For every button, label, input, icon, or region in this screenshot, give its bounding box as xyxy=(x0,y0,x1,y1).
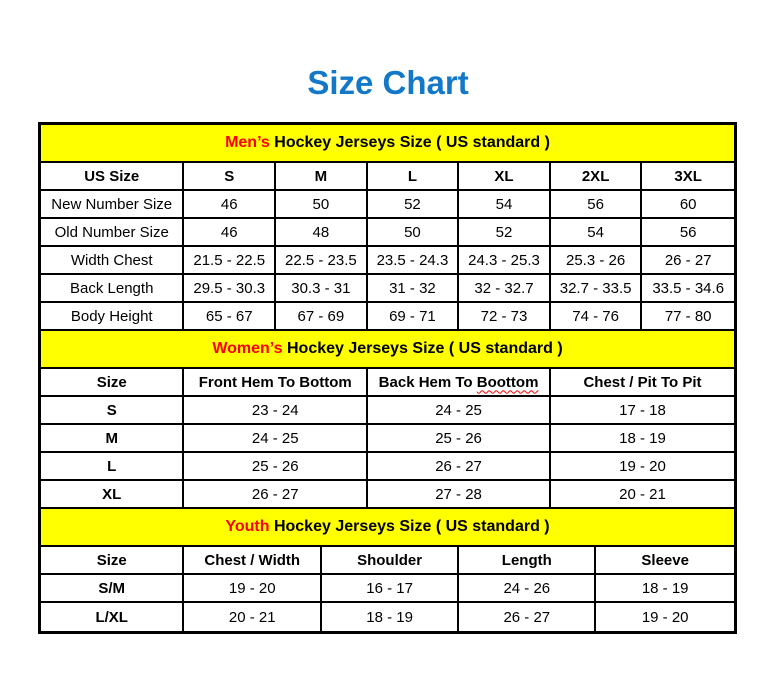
table-cell: 20 - 21 xyxy=(184,603,322,631)
table-cell: 18 - 19 xyxy=(641,579,689,597)
row-label: M xyxy=(41,425,184,451)
header-cell: Length xyxy=(459,547,596,573)
table-row xyxy=(41,453,734,481)
table-cell: 32 - 32.7 xyxy=(459,275,551,301)
table-row xyxy=(41,275,734,303)
table-row xyxy=(41,575,734,603)
table-row xyxy=(41,425,734,453)
header-cell: Size xyxy=(41,547,184,573)
section-band-highlight: Women’s xyxy=(212,340,283,357)
header-cell: Chest / Pit To Pit xyxy=(583,373,702,391)
table-cell: 24 - 25 xyxy=(184,425,368,451)
section-band-rest: Hockey Jerseys Size ( US standard ) xyxy=(282,340,563,357)
header-cell: US Size xyxy=(41,163,184,189)
table-cell: 24 - 26 xyxy=(459,575,596,601)
table-row xyxy=(41,219,734,247)
table-cell: 26 - 27 xyxy=(664,251,712,269)
row-label: Body Height xyxy=(41,303,184,329)
header-cell: Size xyxy=(41,369,184,395)
header-cell-text: Back Hem To xyxy=(378,373,477,391)
table-cell: 69 - 71 xyxy=(368,303,460,329)
header-cell xyxy=(368,369,551,395)
table-cell: 19 - 20 xyxy=(641,608,689,626)
section-band-mens xyxy=(41,125,734,163)
section-band-youth xyxy=(41,509,734,547)
table-cell: 29.5 - 30.3 xyxy=(184,275,276,301)
table-cell: 50 xyxy=(368,219,460,245)
table-cell: 74 - 76 xyxy=(551,303,643,329)
row-label: Back Length xyxy=(41,275,184,301)
row-label: Old Number Size xyxy=(41,219,184,245)
size-table-section-mens xyxy=(41,125,734,331)
table-row xyxy=(41,191,734,219)
table-cell: 21.5 - 22.5 xyxy=(184,247,276,273)
table-cell: 25 - 26 xyxy=(184,453,368,479)
table-cell: 54 xyxy=(551,219,643,245)
section-band-title xyxy=(212,340,562,358)
table-cell: 54 xyxy=(459,191,551,217)
table-row xyxy=(41,247,734,275)
header-cell: S xyxy=(184,163,276,189)
table-cell: 26 - 27 xyxy=(459,603,596,631)
table-cell: 19 - 20 xyxy=(184,575,322,601)
header-cell: L xyxy=(368,163,460,189)
row-label: New Number Size xyxy=(41,191,184,217)
row-label: L/XL xyxy=(41,603,184,631)
table-cell: 60 xyxy=(679,195,697,213)
header-row xyxy=(41,369,734,397)
table-cell: 52 xyxy=(368,191,460,217)
section-band-womens xyxy=(41,331,734,369)
table-cell: 26 - 27 xyxy=(368,453,551,479)
section-band-highlight: Youth xyxy=(225,518,270,535)
table-cell: 72 - 73 xyxy=(459,303,551,329)
header-cell: Sleeve xyxy=(641,551,689,569)
table-cell: 24 - 25 xyxy=(368,397,551,423)
section-band-title xyxy=(225,518,549,536)
table-cell: 23 - 24 xyxy=(184,397,368,423)
table-cell: 25 - 26 xyxy=(368,425,551,451)
header-cell: Front Hem To Bottom xyxy=(184,369,368,395)
table-cell: 18 - 19 xyxy=(322,603,459,631)
table-row xyxy=(41,481,734,509)
row-label: XL xyxy=(41,481,184,507)
size-table-section-youth xyxy=(41,509,734,631)
row-label: S/M xyxy=(41,575,184,601)
table-cell: 65 - 67 xyxy=(184,303,276,329)
table-cell: 31 - 32 xyxy=(368,275,460,301)
section-band-highlight: Men’s xyxy=(225,134,270,151)
header-cell: XL xyxy=(459,163,551,189)
header-cell: Shoulder xyxy=(322,547,459,573)
table-cell: 32.7 - 33.5 xyxy=(551,275,643,301)
table-row xyxy=(41,603,734,631)
misspelled-word: Boottom xyxy=(476,373,539,391)
section-band-rest: Hockey Jerseys Size ( US standard ) xyxy=(269,518,550,535)
table-cell: 46 xyxy=(184,191,276,217)
table-cell: 16 - 17 xyxy=(322,575,459,601)
table-cell: 52 xyxy=(459,219,551,245)
table-cell: 56 xyxy=(551,191,643,217)
table-cell: 20 - 21 xyxy=(619,485,666,503)
header-cell: 2XL xyxy=(551,163,643,189)
table-cell: 77 - 80 xyxy=(664,307,712,325)
table-row xyxy=(41,303,734,331)
table-cell: 46 xyxy=(184,219,276,245)
header-cell: Chest / Width xyxy=(184,547,322,573)
table-cell: 56 xyxy=(679,223,697,241)
row-label: S xyxy=(41,397,184,423)
table-cell: 25.3 - 26 xyxy=(551,247,643,273)
table-cell: 67 - 69 xyxy=(276,303,368,329)
table-cell: 50 xyxy=(276,191,368,217)
size-table-section-womens xyxy=(41,331,734,509)
header-row xyxy=(41,163,734,191)
table-cell: 19 - 20 xyxy=(619,457,666,475)
header-row xyxy=(41,547,734,575)
table-cell: 18 - 19 xyxy=(619,429,666,447)
table-cell: 22.5 - 23.5 xyxy=(276,247,368,273)
table-cell: 30.3 - 31 xyxy=(276,275,368,301)
table-cell: 27 - 28 xyxy=(368,481,551,507)
header-cell: M xyxy=(276,163,368,189)
table-row xyxy=(41,397,734,425)
section-band-rest: Hockey Jerseys Size ( US standard ) xyxy=(269,134,550,151)
size-chart-table xyxy=(38,122,737,634)
table-cell: 17 - 18 xyxy=(619,401,666,419)
header-cell: 3XL xyxy=(674,167,702,185)
table-cell: 48 xyxy=(276,219,368,245)
table-cell: 23.5 - 24.3 xyxy=(368,247,460,273)
row-label: L xyxy=(41,453,184,479)
table-cell: 26 - 27 xyxy=(184,481,368,507)
section-band-title xyxy=(225,134,550,152)
table-cell: 24.3 - 25.3 xyxy=(459,247,551,273)
page-title: Size Chart xyxy=(307,64,469,101)
row-label: Width Chest xyxy=(41,247,184,273)
table-cell: 33.5 - 34.6 xyxy=(652,279,725,297)
